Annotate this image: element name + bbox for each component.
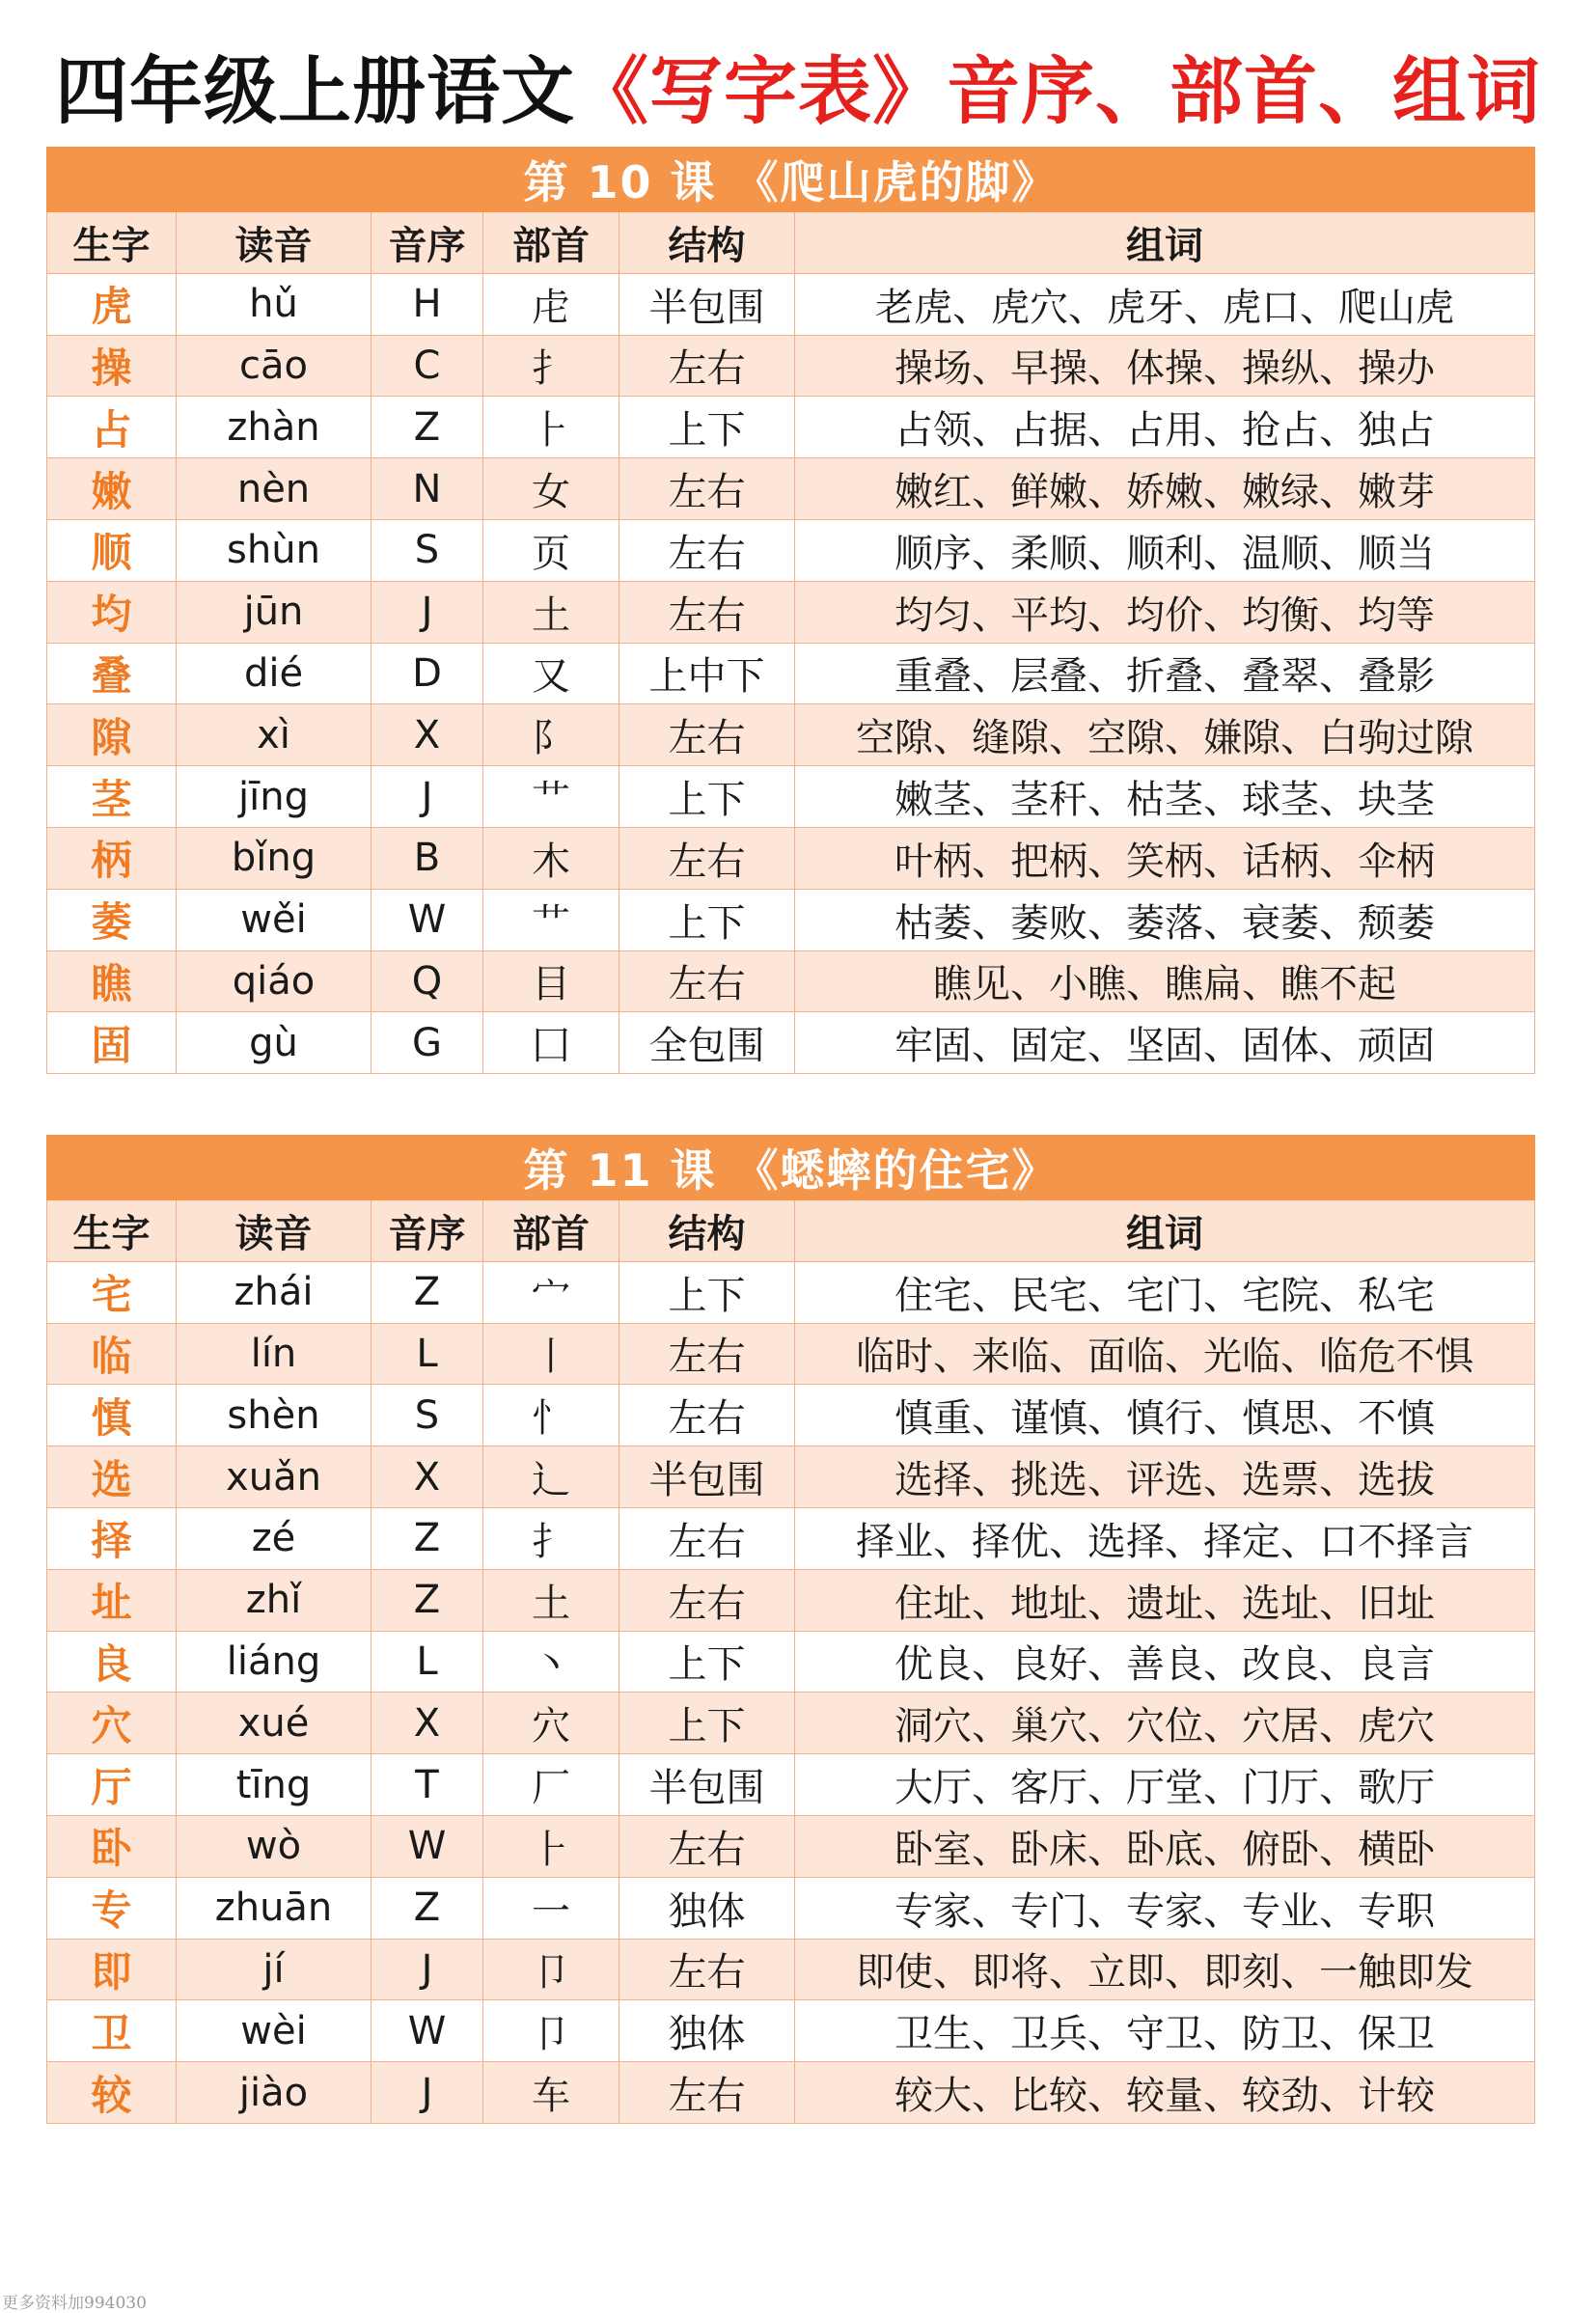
pinyin-cell: zhàn — [177, 397, 371, 458]
words-cell: 嫩茎、茎秆、枯茎、球茎、块茎 — [795, 766, 1535, 828]
table-row — [47, 1754, 1535, 1816]
pinyin-cell: nèn — [177, 458, 371, 520]
radical-cell: 厂 — [483, 1754, 619, 1816]
words-cell: 慎重、谨慎、慎行、慎思、不慎 — [795, 1385, 1535, 1446]
structure-cell: 上下 — [619, 1693, 795, 1754]
radical-cell: 土 — [483, 581, 619, 643]
column-header-radical: 部首 — [483, 1200, 619, 1262]
initial-cell: Z — [371, 1507, 483, 1569]
words-cell: 瞧见、小瞧、瞧扁、瞧不起 — [795, 950, 1535, 1012]
vocab-char: 址 — [47, 1569, 177, 1631]
pinyin-cell: tīng — [177, 1754, 371, 1816]
words-cell: 即使、即将、立即、即刻、一触即发 — [795, 1939, 1535, 2000]
column-header-words: 组词 — [795, 212, 1535, 274]
pinyin-cell: shèn — [177, 1385, 371, 1446]
table-row — [47, 1815, 1535, 1877]
watermark-text: 更多资料加994030 — [2, 2294, 147, 2313]
pinyin-cell: wěi — [177, 889, 371, 950]
initial-cell: J — [371, 766, 483, 828]
words-cell: 重叠、层叠、折叠、叠翠、叠影 — [795, 643, 1535, 704]
vocab-char: 茎 — [47, 766, 177, 828]
initial-cell: Z — [371, 397, 483, 458]
table-row — [47, 950, 1535, 1012]
initial-cell: B — [371, 827, 483, 889]
structure-cell: 上下 — [619, 889, 795, 950]
radical-cell: 虍 — [483, 273, 619, 335]
initial-cell: W — [371, 889, 483, 950]
pinyin-cell: jūn — [177, 581, 371, 643]
vocab-char: 选 — [47, 1446, 177, 1508]
vocab-char: 叠 — [47, 643, 177, 704]
vocab-char: 专 — [47, 1877, 177, 1939]
table-row — [47, 1446, 1535, 1508]
radical-cell: 艹 — [483, 889, 619, 950]
lesson-heading: 第 11 课 《蟋蟀的住宅》 — [47, 1136, 1535, 1200]
pinyin-cell: liáng — [177, 1631, 371, 1693]
column-header-words: 组词 — [795, 1200, 1535, 1262]
structure-cell: 独体 — [619, 1877, 795, 1939]
table-row — [47, 1385, 1535, 1446]
column-header-structure: 结构 — [619, 1200, 795, 1262]
vocab-char: 较 — [47, 2062, 177, 2124]
pinyin-cell: jiào — [177, 2062, 371, 2124]
words-cell: 较大、比较、较量、较劲、计较 — [795, 2062, 1535, 2124]
lesson-table-10 — [46, 147, 1535, 1074]
initial-cell: X — [371, 1693, 483, 1754]
structure-cell: 左右 — [619, 581, 795, 643]
vocab-char: 穴 — [47, 1693, 177, 1754]
initial-cell: Z — [371, 1261, 483, 1323]
initial-cell: X — [371, 1446, 483, 1508]
structure-cell: 半包围 — [619, 1754, 795, 1816]
table-row — [47, 1261, 1535, 1323]
structure-cell: 左右 — [619, 1323, 795, 1385]
radical-cell: 艹 — [483, 766, 619, 828]
structure-cell: 上下 — [619, 1631, 795, 1693]
title-black-part: 四年级上册语文 — [55, 48, 575, 134]
vocab-char: 卧 — [47, 1815, 177, 1877]
structure-cell: 左右 — [619, 1385, 795, 1446]
structure-cell: 全包围 — [619, 1012, 795, 1074]
table-row — [47, 827, 1535, 889]
words-cell: 操场、早操、体操、操纵、操办 — [795, 335, 1535, 397]
initial-cell: Z — [371, 1877, 483, 1939]
vocab-char: 瞧 — [47, 950, 177, 1012]
column-header-radical: 部首 — [483, 212, 619, 274]
words-cell: 洞穴、巢穴、穴位、穴居、虎穴 — [795, 1693, 1535, 1754]
pinyin-cell: bǐng — [177, 827, 371, 889]
structure-cell: 左右 — [619, 1815, 795, 1877]
table-row — [47, 2062, 1535, 2124]
pinyin-cell: qiáo — [177, 950, 371, 1012]
initial-cell: Q — [371, 950, 483, 1012]
radical-cell: ⺊ — [483, 1815, 619, 1877]
vocab-char: 虎 — [47, 273, 177, 335]
vocab-char: 操 — [47, 335, 177, 397]
radical-cell: 忄 — [483, 1385, 619, 1446]
initial-cell: W — [371, 2000, 483, 2062]
words-cell: 临时、来临、面临、光临、临危不惧 — [795, 1323, 1535, 1385]
vocab-char: 嫩 — [47, 458, 177, 520]
pinyin-cell: zhuān — [177, 1877, 371, 1939]
vocab-char: 卫 — [47, 2000, 177, 2062]
initial-cell: L — [371, 1631, 483, 1693]
structure-cell: 左右 — [619, 2062, 795, 2124]
words-cell: 专家、专门、专家、专业、专职 — [795, 1877, 1535, 1939]
words-cell: 叶柄、把柄、笑柄、话柄、伞柄 — [795, 827, 1535, 889]
structure-cell: 左右 — [619, 1569, 795, 1631]
initial-cell: S — [371, 519, 483, 581]
radical-cell: 囗 — [483, 1012, 619, 1074]
initial-cell: J — [371, 581, 483, 643]
pinyin-cell: wò — [177, 1815, 371, 1877]
pinyin-cell: gù — [177, 1012, 371, 1074]
radical-cell: 丨 — [483, 1323, 619, 1385]
title-red-part: 《写字表》音序、部首、组词 — [575, 48, 1541, 134]
page-title — [0, 41, 1596, 143]
pinyin-cell: xuǎn — [177, 1446, 371, 1508]
radical-cell: 扌 — [483, 1507, 619, 1569]
vocab-char: 柄 — [47, 827, 177, 889]
words-cell: 大厅、客厅、厅堂、门厅、歌厅 — [795, 1754, 1535, 1816]
structure-cell: 左右 — [619, 950, 795, 1012]
table-row — [47, 1877, 1535, 1939]
vocab-char: 临 — [47, 1323, 177, 1385]
table-row — [47, 1939, 1535, 2000]
radical-cell: 土 — [483, 1569, 619, 1631]
vocab-char: 厅 — [47, 1754, 177, 1816]
radical-cell: 丶 — [483, 1631, 619, 1693]
words-cell: 老虎、虎穴、虎牙、虎口、爬山虎 — [795, 273, 1535, 335]
structure-cell: 半包围 — [619, 273, 795, 335]
words-cell: 枯萎、萎败、萎落、衰萎、颓萎 — [795, 889, 1535, 950]
radical-cell: 卩 — [483, 1939, 619, 2000]
words-cell: 均匀、平均、均价、均衡、均等 — [795, 581, 1535, 643]
initial-cell: T — [371, 1754, 483, 1816]
radical-cell: ⺊ — [483, 397, 619, 458]
column-header-char: 生字 — [47, 212, 177, 274]
structure-cell: 左右 — [619, 1939, 795, 2000]
table-row — [47, 581, 1535, 643]
vocab-char: 慎 — [47, 1385, 177, 1446]
structure-cell: 上中下 — [619, 643, 795, 704]
vocab-char: 隙 — [47, 704, 177, 766]
words-cell: 占领、占据、占用、抢占、独占 — [795, 397, 1535, 458]
column-header-initial: 音序 — [371, 1200, 483, 1262]
initial-cell: W — [371, 1815, 483, 1877]
structure-cell: 上下 — [619, 766, 795, 828]
vocab-char: 择 — [47, 1507, 177, 1569]
radical-cell: 辶 — [483, 1446, 619, 1508]
pinyin-cell: dié — [177, 643, 371, 704]
structure-cell: 左右 — [619, 704, 795, 766]
pinyin-cell: zhǐ — [177, 1569, 371, 1631]
table-row — [47, 1693, 1535, 1754]
structure-cell: 上下 — [619, 397, 795, 458]
column-header-pinyin: 读音 — [177, 1200, 371, 1262]
table-row — [47, 335, 1535, 397]
vocab-char: 良 — [47, 1631, 177, 1693]
table-row — [47, 704, 1535, 766]
table-row — [47, 1323, 1535, 1385]
words-cell: 顺序、柔顺、顺利、温顺、顺当 — [795, 519, 1535, 581]
pinyin-cell: jí — [177, 1939, 371, 2000]
radical-cell: 木 — [483, 827, 619, 889]
table-row — [47, 643, 1535, 704]
radical-cell: 穴 — [483, 1693, 619, 1754]
vocab-char: 占 — [47, 397, 177, 458]
radical-cell: 卩 — [483, 2000, 619, 2062]
initial-cell: X — [371, 704, 483, 766]
vocab-char: 宅 — [47, 1261, 177, 1323]
pinyin-cell: zé — [177, 1507, 371, 1569]
pinyin-cell: xué — [177, 1693, 371, 1754]
radical-cell: 女 — [483, 458, 619, 520]
pinyin-cell: shùn — [177, 519, 371, 581]
initial-cell: L — [371, 1323, 483, 1385]
radical-cell: 宀 — [483, 1261, 619, 1323]
structure-cell: 左右 — [619, 519, 795, 581]
initial-cell: Z — [371, 1569, 483, 1631]
pinyin-cell: hǔ — [177, 273, 371, 335]
table-row — [47, 1507, 1535, 1569]
vocab-char: 萎 — [47, 889, 177, 950]
radical-cell: 又 — [483, 643, 619, 704]
structure-cell: 左右 — [619, 827, 795, 889]
radical-cell: 一 — [483, 1877, 619, 1939]
initial-cell: H — [371, 273, 483, 335]
pinyin-cell: zhái — [177, 1261, 371, 1323]
table-row — [47, 397, 1535, 458]
table-row — [47, 519, 1535, 581]
initial-cell: D — [371, 643, 483, 704]
lesson-heading: 第 10 课 《爬山虎的脚》 — [47, 148, 1535, 212]
radical-cell: 目 — [483, 950, 619, 1012]
table-row — [47, 458, 1535, 520]
table-row — [47, 273, 1535, 335]
column-header-initial: 音序 — [371, 212, 483, 274]
words-cell: 嫩红、鲜嫩、娇嫩、嫩绿、嫩芽 — [795, 458, 1535, 520]
table-row — [47, 766, 1535, 828]
table-row — [47, 1569, 1535, 1631]
structure-cell: 半包围 — [619, 1446, 795, 1508]
vocab-char: 固 — [47, 1012, 177, 1074]
pinyin-cell: cāo — [177, 335, 371, 397]
initial-cell: J — [371, 1939, 483, 2000]
column-header-pinyin: 读音 — [177, 212, 371, 274]
words-cell: 住址、地址、遗址、选址、旧址 — [795, 1569, 1535, 1631]
column-header-structure: 结构 — [619, 212, 795, 274]
words-cell: 住宅、民宅、宅门、宅院、私宅 — [795, 1261, 1535, 1323]
structure-cell: 左右 — [619, 1507, 795, 1569]
vocab-char: 均 — [47, 581, 177, 643]
structure-cell: 左右 — [619, 335, 795, 397]
radical-cell: 页 — [483, 519, 619, 581]
words-cell: 卧室、卧床、卧底、俯卧、横卧 — [795, 1815, 1535, 1877]
table-row — [47, 2000, 1535, 2062]
pinyin-cell: jīng — [177, 766, 371, 828]
table-row — [47, 889, 1535, 950]
initial-cell: G — [371, 1012, 483, 1074]
words-cell: 选择、挑选、评选、选票、选拔 — [795, 1446, 1535, 1508]
pinyin-cell: xì — [177, 704, 371, 766]
initial-cell: S — [371, 1385, 483, 1446]
structure-cell: 上下 — [619, 1261, 795, 1323]
words-cell: 卫生、卫兵、守卫、防卫、保卫 — [795, 2000, 1535, 2062]
vocab-char: 即 — [47, 1939, 177, 2000]
words-cell: 优良、良好、善良、改良、良言 — [795, 1631, 1535, 1693]
radical-cell: 扌 — [483, 335, 619, 397]
words-cell: 牢固、固定、坚固、固体、顽固 — [795, 1012, 1535, 1074]
words-cell: 择业、择优、选择、择定、口不择言 — [795, 1507, 1535, 1569]
pinyin-cell: lín — [177, 1323, 371, 1385]
column-header-char: 生字 — [47, 1200, 177, 1262]
structure-cell: 左右 — [619, 458, 795, 520]
table-row — [47, 1012, 1535, 1074]
radical-cell: 阝 — [483, 704, 619, 766]
pinyin-cell: wèi — [177, 2000, 371, 2062]
initial-cell: J — [371, 2062, 483, 2124]
words-cell: 空隙、缝隙、空隙、嫌隙、白驹过隙 — [795, 704, 1535, 766]
radical-cell: 车 — [483, 2062, 619, 2124]
structure-cell: 独体 — [619, 2000, 795, 2062]
lesson-table-11 — [46, 1135, 1535, 2124]
initial-cell: C — [371, 335, 483, 397]
vocab-char: 顺 — [47, 519, 177, 581]
table-row — [47, 1631, 1535, 1693]
initial-cell: N — [371, 458, 483, 520]
